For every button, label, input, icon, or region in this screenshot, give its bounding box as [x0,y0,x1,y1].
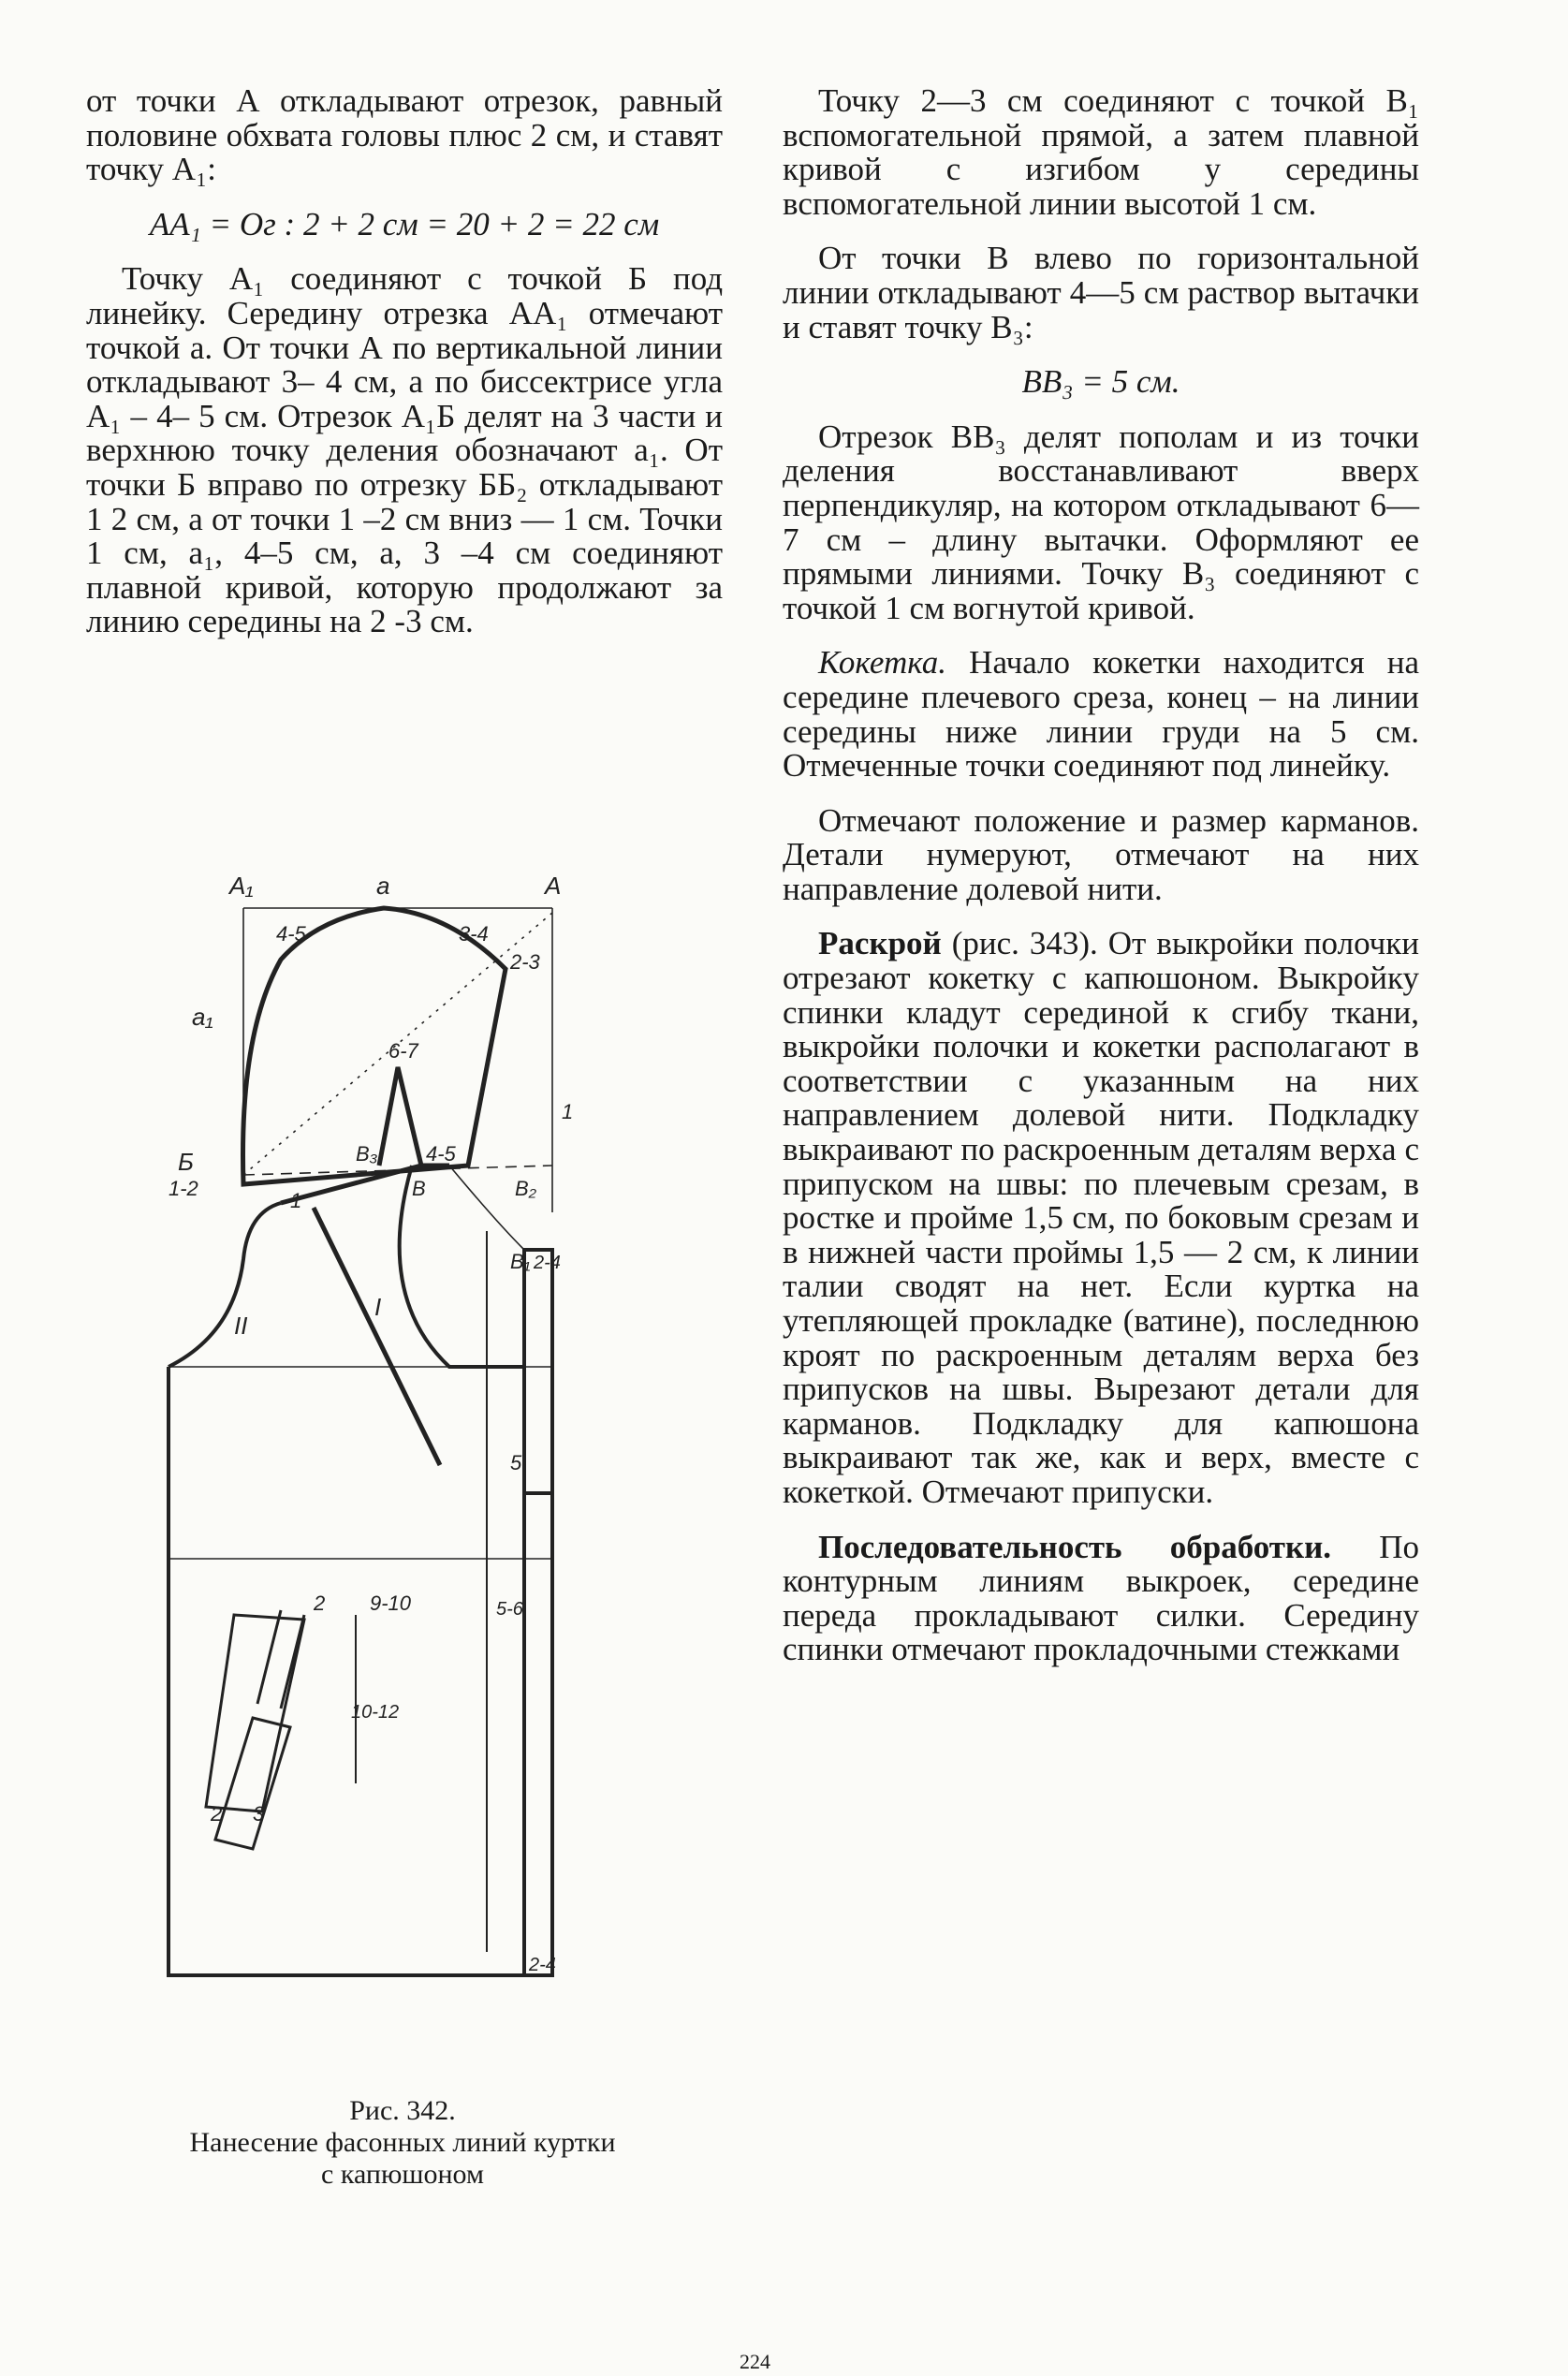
label-b1: В₁ [510,1250,531,1273]
label-b2: В₂ [515,1177,537,1200]
pocket-top-right [281,1615,304,1709]
label-1-b: 1 [562,1100,574,1123]
label-2-top: 2 [314,1591,326,1615]
formula-head: АА₁ = Ог : 2 + 2 см = 20 + 2 = 22 см [149,205,660,242]
right-paragraph-4 [783,646,1419,783]
right-paragraph-3: Отрезок ВВ₃ делят пополам и из точки деления восстанавливают вверх перпендикуляр, на котором откладывают 6—7 см – длину вытачки. Оформляют ее прямыми линиями. Точку В₃ соединяют с точкой 1 см вогнутой кривой. [783,418,1419,626]
right-paragraph-2: От точки В влево по горизонтальной линии откладывают 4—5 см раствор вытачки и ставят точку В₃: [783,240,1419,345]
label-a: а [376,872,390,900]
label-a1: А₁ [229,872,254,900]
right-paragraph-7 [783,1528,1420,1668]
label-roman-1: I [374,1293,382,1321]
right-paragraph-1: Точку 2—3 см соединяют с точкой В₁ вспомогательной прямой, а затем плавной кривой с изгибом у середины вспомогательной линии высотой 1 см. [783,82,1419,222]
pattern-drawing [140,847,665,2055]
back-piece [169,1166,552,1975]
yoke-diagonal [314,1208,440,1465]
label-34: 3-4 [459,922,489,946]
caption-line-2: Нанесение фасонных линий куртки [189,2127,616,2158]
label-2-bottom: 2 [211,1802,223,1826]
label-56: 5-6 [496,1599,523,1620]
construction-lines [169,908,552,1559]
pocket-outline [206,1615,304,1811]
right-text-column [783,84,1419,1688]
label-12: 1-2 [169,1177,198,1200]
label-1-a: 1 [290,1189,302,1212]
caption-line-3: с капюшоном [321,2159,484,2190]
label-45-dart: 4-5 [426,1142,456,1166]
cutting-text: (рис. 343). От выкройки полочки отрезают кокетку с капюшоном. Выкройку спинки кладут серединой к сгибу ткани, выкройки полочки и кокетки располагают в соответствии с указанным на них направлением долевой нити. Подкладку выкраивают по раскроенным деталям верха с припуском на швы: по плечевым срезам, в ростке и пройме 1,5 см, по боковым срезам и в нижней части проймы 1,5 — 2 см, к линии талии сводят на нет. Если куртка на утепляющей прокладке (ватине), последнюю кроят по раскроенным деталям верха без припусков на швы. Вырезают детали для карманов. Подкладку для капюшона выкраивают так же, как и верх, вместе с кокеткой. Отмечают припуски. [783,925,1419,1510]
label-910: 9-10 [370,1591,412,1615]
sequence-text: По контурным линиям выкроек, середине переда прокладывают силки. Середину спинки отмечают прокладочными стежками [783,1528,1420,1668]
label-b-left: Б [178,1148,194,1176]
right-paragraph-5: Отмечают положение и размер карманов. Детали нумеруют, отмечают на них направление долевой нити. [783,801,1419,907]
cutting-heading: Раскрой [818,925,942,962]
body-outline [169,1166,552,1975]
label-67: 6-7 [388,1039,418,1063]
left-text-column [86,84,723,660]
yoke-text: Начало кокетки находится на середине плечевого среза, конец – на линии середины ниже линии груди на 5 см. Отмеченные точки соединяют под линейку. [783,644,1419,785]
left-paragraph-2: Точку А₁ соединяют с точкой Б под линейку. Середину отрезка АА₁ отмечают точкой а. От точки А по вертикальной линии откладывают 3– 4 см, а по биссектрисе угла А₁ – 4– 5 см. Отрезок А₁Б делят на 3 части и верхнюю точку деления обозначают а₁. От точки Б вправо по отрезку ББ₂ откладывают 1 2 см, а от точки 1 –2 см вниз — 1 см. Точки 1 см, а₁, 4–5 см, а, 3 –4 см соединяют плавной кривой, которую продолжают за линию середины на 2 -3 см. [86,260,723,640]
pocket-top-left [257,1610,281,1704]
dart [379,1067,421,1166]
label-5: 5 [510,1451,522,1474]
left-paragraph-1: от точки А откладывают отрезок, равный половине обхвата головы плюс 2 см, и ставят точку А₁: [86,82,723,188]
label-23: 2-3 [510,950,540,974]
front-armhole [169,1203,281,1367]
label-45-top: 4-5 [276,922,306,946]
label-3: 3 [253,1802,265,1826]
page-number: 224 [740,2350,770,2373]
label-capital-a: А [545,872,562,900]
label-b: В [412,1177,426,1200]
label-roman-2: II [234,1312,248,1340]
yoke-heading: Кокетка. [818,644,947,682]
label-24-bottom: 2-4 [529,1955,556,1975]
label-b3: В₃ [356,1142,378,1166]
sequence-heading: Последовательность обработки. [818,1528,1332,1565]
label-a1-lower: а₁ [192,1003,213,1031]
right-paragraph-6 [783,927,1419,1509]
caption-number: Рис. 342. [349,2095,456,2126]
label-24-top: 2-4 [534,1253,561,1273]
figure-caption [75,2095,730,2191]
formula-dart: ВВ₃ = 5 см. [1021,363,1180,401]
label-1012: 10-12 [351,1702,400,1723]
